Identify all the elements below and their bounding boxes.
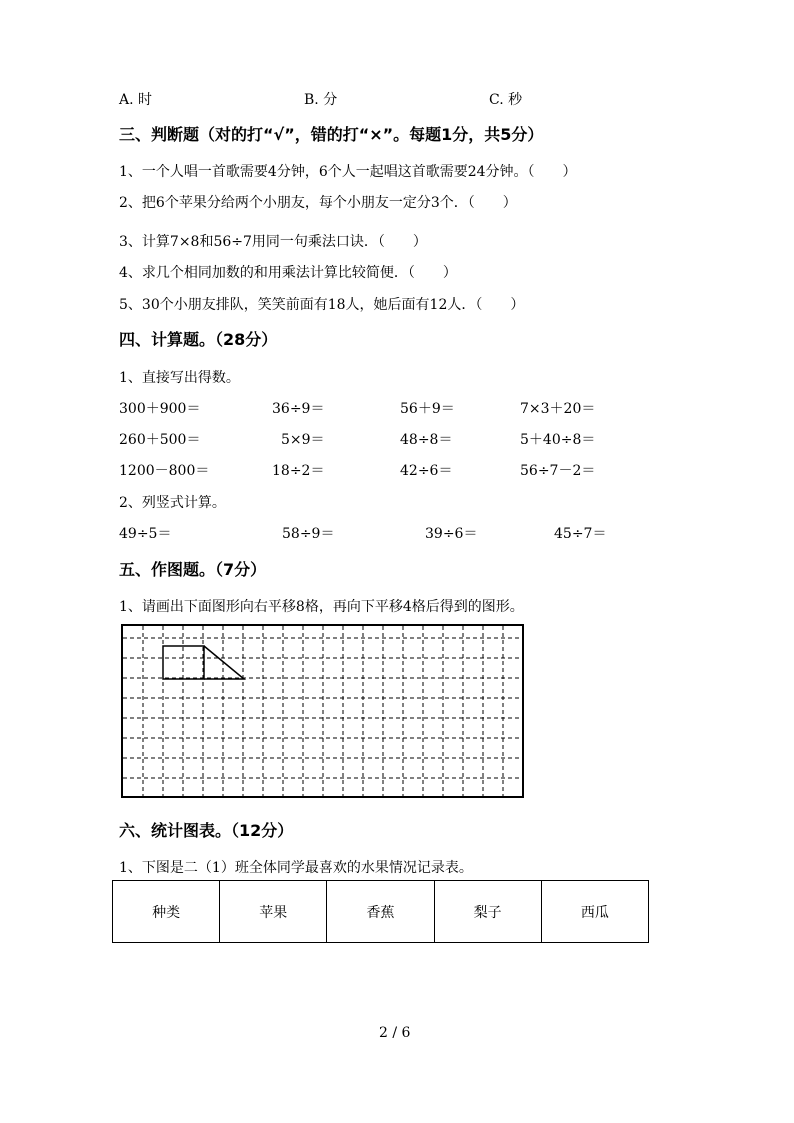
calc-cell: 18÷2＝: [272, 463, 325, 479]
judge-item-4: 4、求几个相同加数的和用乘法计算比较简便．（ ）: [119, 265, 457, 281]
section-5-title: 五、作图题。（7分）: [119, 560, 267, 579]
vertical-calc-item: 49÷5＝: [119, 526, 172, 542]
vertical-calc-label: 2、列竖式计算。: [119, 495, 226, 511]
calc-cell: 56＋9＝: [400, 401, 455, 417]
calc-cell: 260＋500＝: [119, 432, 201, 448]
option-a: A. 时: [119, 92, 153, 108]
dashed-grid-lines: [123, 626, 522, 796]
judge-item-5: 5、30个小朋友排队，笑笑前面有18人，她后面有12人．（ ）: [119, 297, 525, 313]
fruit-table: [112, 880, 649, 943]
section-4-title: 四、计算题。（28分）: [119, 330, 278, 349]
calc-cell: 1200－800＝: [119, 463, 210, 479]
calc-cell: 300＋900＝: [119, 401, 201, 417]
table-header-cell: 种类: [113, 881, 220, 943]
calc-cell: 42÷6＝: [400, 463, 453, 479]
vertical-calc-item: 45÷7＝: [554, 526, 607, 542]
calc-cell: 5＋40÷8＝: [520, 432, 596, 448]
section-3-title: 三、判断题（对的打“√”，错的打“×”。每题1分，共5分）: [119, 125, 544, 144]
option-c: C. 秒: [489, 92, 523, 108]
table-header-cell: 香蕉: [327, 881, 434, 943]
table-row: [113, 881, 649, 943]
original-shape: [163, 646, 244, 679]
table-intro: 1、下图是二（1）班全体同学最喜欢的水果情况记录表。: [119, 860, 473, 876]
vertical-calc-item: 39÷6＝: [425, 526, 478, 542]
calc-cell: 5×9＝: [281, 432, 325, 448]
table-header-cell: 梨子: [434, 881, 541, 943]
calc-cell: 56÷7－2＝: [520, 463, 596, 479]
judge-item-3: 3、计算7×8和56÷7用同一句乘法口诀．（ ）: [119, 234, 427, 250]
section-6-title: 六、统计图表。（12分）: [119, 821, 294, 840]
judge-item-2: 2、把6个苹果分给两个小朋友，每个小朋友一定分3个．（ ）: [119, 195, 517, 211]
translation-grid: [121, 624, 524, 798]
option-b: B. 分: [304, 92, 338, 108]
page-number: 2 / 6: [379, 1025, 411, 1041]
drawing-instruction: 1、请画出下面图形向右平移8格，再向下平移4格后得到的图形。: [119, 599, 524, 615]
vertical-calc-item: 58÷9＝: [282, 526, 335, 542]
table-header-cell: 苹果: [220, 881, 327, 943]
judge-item-1: 1、一个人唱一首歌需要4分钟，6个人一起唱这首歌需要24分钟。（ ）: [119, 164, 577, 180]
calc-cell: 36÷9＝: [272, 401, 325, 417]
calc-cell: 7×3＋20＝: [520, 401, 596, 417]
table-header-cell: 西瓜: [541, 881, 648, 943]
calc-cell: 48÷8＝: [400, 432, 453, 448]
direct-calc-label: 1、直接写出得数。: [119, 370, 240, 386]
grid-svg: [123, 626, 522, 796]
